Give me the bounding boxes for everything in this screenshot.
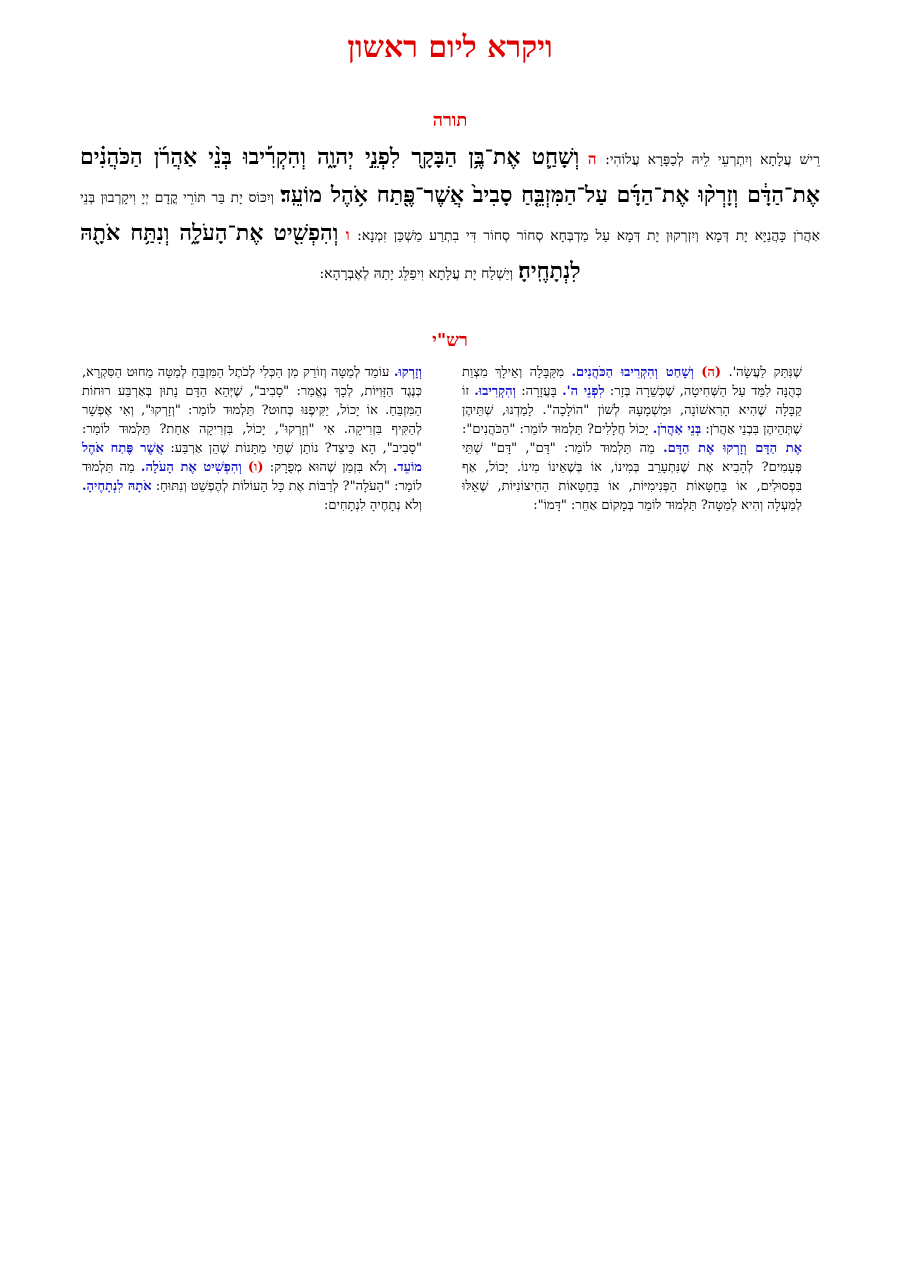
rashi-comment: וְלֹא נְתָחֶיהָ לִנְתָחִים: bbox=[323, 498, 422, 513]
targum-text: רֵישׁ עֲלָתָא וְיִתְרְעֵי לֵיהּ לְכַפָּרָא עֲלוֹהִי: bbox=[605, 152, 820, 168]
rashi-comment: מִקַּבָּלָה וְאֵילָךְ מִצְוַת כְּהֻנָּה לִמֵּד עַל הַשְּׁחִיטָה, שֶׁכְּשֵׁרָה בְּזָר: bbox=[462, 365, 802, 399]
rashi-comment: מַה תַּלְמוּד לוֹמַר: "דָּם", "דָּם" שְׁתֵּי פְּעָמִים? לְהָבִיא אֶת שֶׁנִּתְעָרֵב בְּמִינוֹ, אוֹ בְּשֶׁאֵינוֹ מִינוֹ. יָכוֹל, אַף בִּפְסוּלִים, אוֹ בַּחַטָּאוֹת הַפְּנִימִיּוֹת, אוֹ בַּחַטָּאוֹת הַחִיצוֹנִיּוֹת, שֶׁאֵלּוּ לְמַעְלָה וְהִיא לְמַטָּה? תַּלְמוּד לוֹמַר בְּמָקוֹם אַחֵר: "דָּמוֹ": bbox=[462, 441, 802, 513]
dibur-hamatchil: לִפְנֵי ה'. bbox=[562, 384, 605, 399]
rashi-comment: מַה תַּלְמוּד לוֹמַר: "הָעֹלָה"? לְרַבּוֹת אֶת כָּל הָעוֹלוֹת לְהֶפְשֵׁט וְנִתּוּחַ: bbox=[82, 460, 422, 494]
dibur-hamatchil: אֶת הַדָּם וְזָרְקוּ אֶת הַדָּם. bbox=[663, 441, 803, 456]
dibur-hamatchil: אֹתָהּ לִנְתָחֶיהָ. bbox=[82, 479, 152, 494]
page-title: ויקרא ליום ראשון bbox=[347, 30, 553, 65]
rashi-comment: יָכוֹל חֲלָלִים? תַּלְמוּד לוֹמַר: "הַכֹּהֲנִים": bbox=[462, 422, 649, 437]
targum-text: וְיַשְׁלַח יָת עֲלָתָא וִיפַלֵּג יָתַהּ לְאֶבְרָהָא: bbox=[319, 266, 514, 282]
verse-number: ו bbox=[345, 226, 350, 244]
verse-number: (ה) bbox=[701, 365, 722, 380]
rashi-comment: זוֹ קַבָּלָה שֶׁהִיא הָרִאשׁוֹנָה, וּמַשְׁמָעָהּ לְשׁוֹן "הוֹלָכָה". לָמַדְנוּ, שְׁתֵּיהֶן שֶׁתְּהֵיהֶן בִּבְנֵי אַהֲרֹן: bbox=[462, 384, 802, 437]
verse-number: ה bbox=[587, 150, 597, 168]
dibur-hamatchil: וְהִקְרִיבוּ. bbox=[474, 384, 516, 399]
verse-number: (ו) bbox=[247, 460, 264, 475]
rashi-comment: עוֹמֵד לְמַטָּה וְזוֹרֵק מִן הַכְּלִי לְכֹתֶל הַמִּזְבֵּחַ לְמַטָּה מֵחוּט הַסִּקְרָא, כְּנֶגֶד הַזָּוִיּוֹת, לְכָךְ נֶאֱמַר: "סָבִיב", שֶׁיְּהֵא הַדָּם נָתוּן בְּאַרְבַּע רוּחוֹת הַמִּזְבֵּחַ. אוֹ יָכוֹל, יַקִּיפֶנּוּ כְּחוּט? תַּלְמוּד לוֹמַר: "וְזָרְקוּ", וְאִי אֶפְשָׁר לְהַקִּיף בִּזְרִיקָה. אִי "וְזָרְקוּ", יָכוֹל, בִּזְרִיקָה אַחַת? תַּלְמוּד לוֹמַר: "סָבִיב", הָא כֵּיצַד? נוֹתֵן שְׁתֵּי מַתָּנוֹת שֶׁהֵן אַרְבַּע: bbox=[82, 365, 422, 456]
dibur-hamatchil: אֲשֶׁר פֶּתַח אֹהֶל מוֹעֵד. bbox=[82, 441, 422, 475]
rashi-column-left bbox=[82, 363, 422, 515]
torah-heading: תורה bbox=[432, 110, 468, 131]
rashi-column-right bbox=[462, 363, 802, 515]
verse-text: וְשָׁחַ֛ט אֶת־בֶּ֥ן הַבָּקָ֖ר לִפְנֵ֣י יְהוָ֑ה וְהִקְרִ֡יבוּ בְּנֵ֨י אַהֲרֹ֜ן הַכֹּהֲנִ֗ים אֶת־הַדָּ֔ם וְזָרְק֨וּ אֶת־הַדָּ֜ם עַל־הַמִּזְבֵּ֤חַ סָבִיב֙ אֲשֶׁר־פֶּ֖תַח אֹ֥הֶל מוֹעֵֽד׃ bbox=[80, 144, 821, 208]
dibur-hamatchil: וְזָרְקוּ. bbox=[393, 365, 422, 380]
dibur-hamatchil: בְּנֵי אַהֲרֹן. bbox=[652, 422, 702, 437]
rashi-heading: רש"י bbox=[432, 330, 468, 351]
torah-text bbox=[80, 140, 820, 292]
verse-text: וְהִפְשִׁ֖יט אֶת־הָעֹלָ֑ה וְנִתַּ֥ח אֹתָ֖הּ לִנְתָחֶֽיהָ׃ bbox=[80, 220, 581, 284]
targum-text: וְיִכּוֹס יָת בַּר תּוֹרֵי קֳדָם יְיָ וִיקָרְבוּן בְּנֵי אַהֲרֹן כָּהֲנַיָּא יָת דְּמָא וְיִזְרְקוּן יָת דְּמָא עַל מַדְבְּחָא סְחוֹר סְחוֹר דִּי בִתְרַע מַשְׁכַּן זִמְנָא: bbox=[80, 190, 820, 244]
dibur-hamatchil: וְהִפְשִׁיט אֶת הָעֹלָה. bbox=[140, 460, 242, 475]
rashi-comment: וְלֹא בִּזְמַן שֶׁהוּא מְפֻרָק: bbox=[263, 460, 387, 475]
rashi-comment: שֶׁנִּתַּק לַעֲשָׂה'. bbox=[721, 365, 802, 380]
dibur-hamatchil: וְשָׁחַט וְהִקְרִיבוּ הַכֹּהֲנִים. bbox=[571, 365, 694, 380]
rashi-comment: בָּעֲזָרָה: bbox=[515, 384, 557, 399]
